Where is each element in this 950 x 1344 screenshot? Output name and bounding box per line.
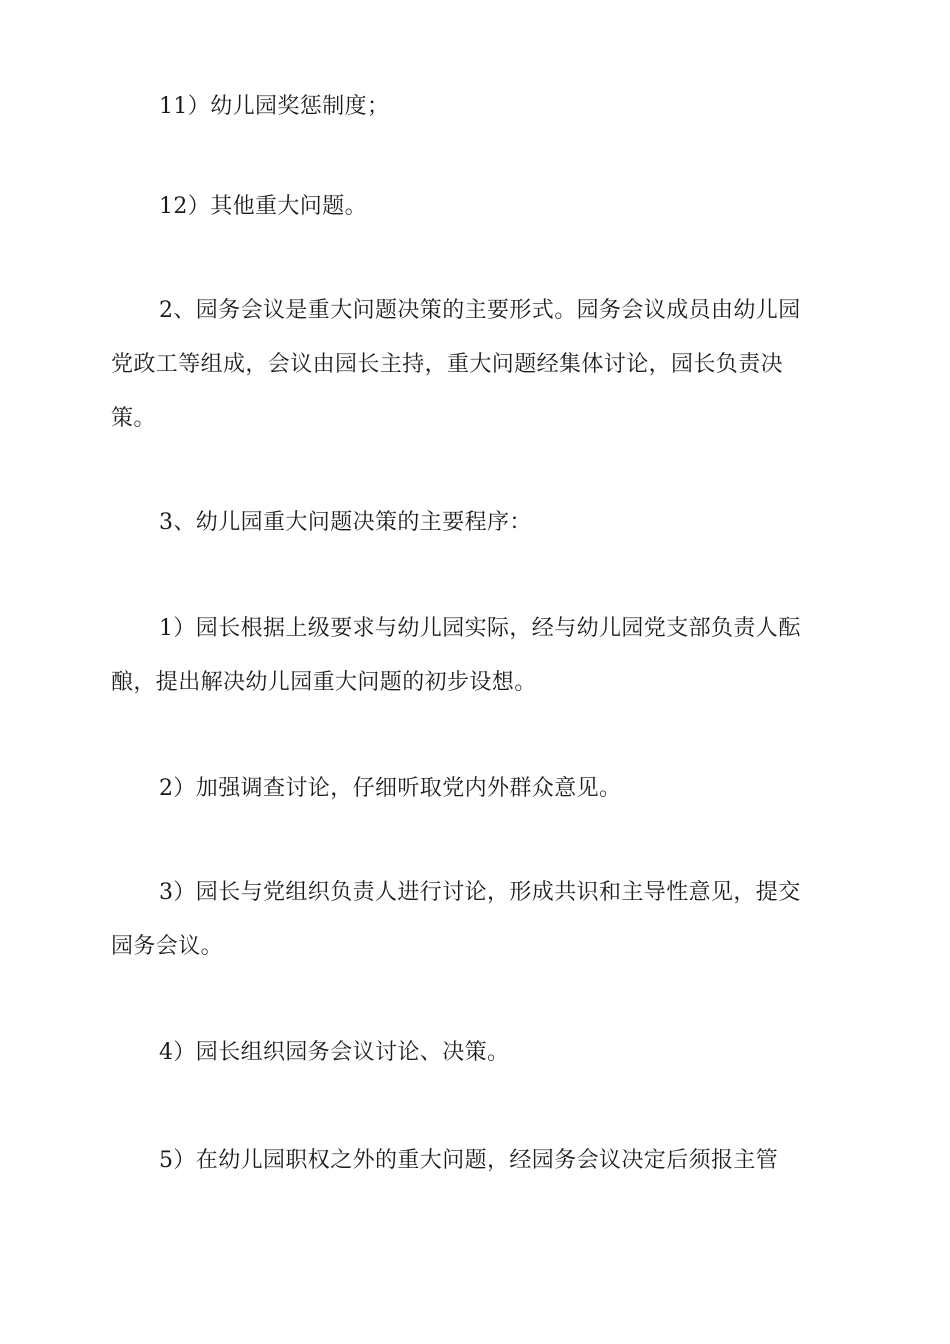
paragraph-item-11: 11）幼儿园奖惩制度； xyxy=(159,94,390,119)
paragraph-section-3-heading: 3、幼儿园重大问题决策的主要程序： xyxy=(159,510,532,535)
paragraph-step-4: 4）园长组织园务会议讨论、决策。 xyxy=(159,1040,510,1065)
paragraph-step-5: 5）在幼儿园职权之外的重大问题，经园务会议决定后须报主管 xyxy=(159,1148,779,1173)
paragraph-section-2: 2、园务会议是重大问题决策的主要形式。园务会议成员由幼儿园党政工等组成，会议由园长主持，重大问题经集体讨论，园长负责决策。 xyxy=(111,298,801,431)
paragraph-step-2: 2）加强调查讨论，仔细听取党内外群众意见。 xyxy=(159,776,622,801)
paragraph-step-3: 3）园长与党组织负责人进行讨论，形成共识和主导性意见，提交园务会议。 xyxy=(111,880,801,959)
paragraph-item-12: 12）其他重大问题。 xyxy=(159,194,367,219)
paragraph-step-1: 1）园长根据上级要求与幼儿园实际，经与幼儿园党支部负责人酝酿，提出解决幼儿园重大问题的初步设想。 xyxy=(111,616,801,695)
